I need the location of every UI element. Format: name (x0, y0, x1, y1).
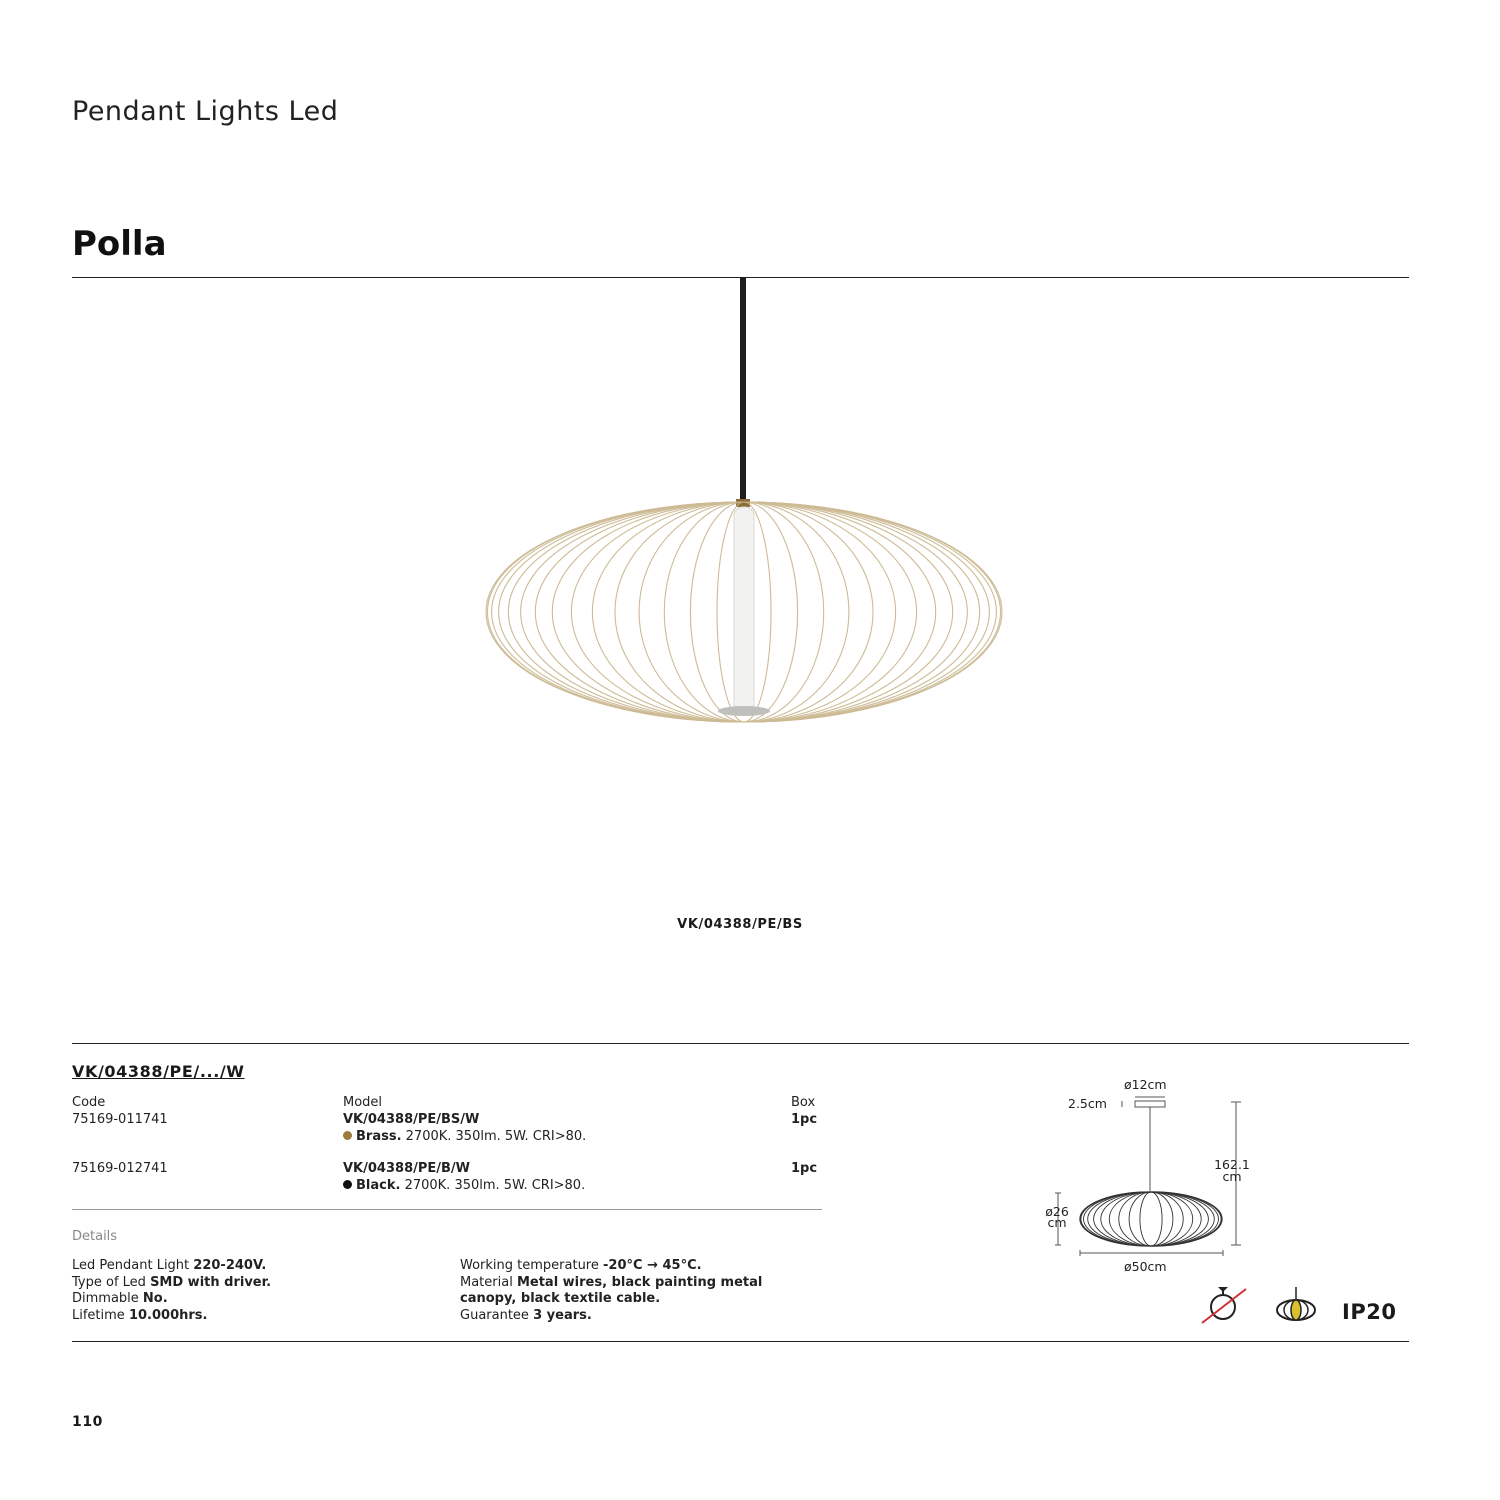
mini-cage-wire (1084, 1192, 1219, 1246)
spec-material-cont: canopy, black textile cable. (460, 1291, 661, 1306)
not-dimmable-icon (1198, 1285, 1250, 1327)
mini-cage-wire (1109, 1192, 1192, 1246)
spec-working-temperature: Working temperature -20°C → 45°C. (460, 1258, 702, 1273)
mini-cage-wire (1101, 1192, 1201, 1246)
spec-dimmable: Dimmable No. (72, 1291, 168, 1306)
table-row-1-code: 75169-011741 (72, 1112, 168, 1127)
details-left-column (72, 1258, 271, 1324)
finish-specs: 2700K. 350lm. 5W. CRI>80. (404, 1178, 586, 1193)
column-header-model: Model (343, 1095, 383, 1110)
table-row-2-finish (343, 1178, 585, 1193)
column-header-box: Box (791, 1095, 816, 1110)
mini-cage-wire (1094, 1192, 1209, 1246)
table-row-2-code: 75169-012741 (72, 1161, 168, 1176)
product-title: Polla (72, 224, 167, 264)
finish-name: Brass. (356, 1129, 402, 1144)
family-code: VK/04388/PE/.../W (72, 1062, 245, 1081)
spec-lifetime: Lifetime 10.000hrs. (72, 1307, 208, 1323)
shade-outline (1080, 1192, 1222, 1246)
finish-swatch-brass (343, 1131, 352, 1140)
table-row-2-box: 1pc (791, 1161, 818, 1176)
finish-swatch-black (343, 1180, 352, 1189)
canopy-shape (1135, 1101, 1165, 1107)
spec-voltage: Led Pendant Light 220-240V. (72, 1258, 267, 1273)
ip-rating: IP20 (1342, 1300, 1397, 1324)
spec-material: Material Metal wires, black painting metal (460, 1274, 763, 1290)
spec-guarantee: Guarantee 3 years. (460, 1307, 592, 1323)
details-right-column (460, 1258, 762, 1324)
image-caption: VK/04388/PE/BS (677, 917, 803, 932)
suspension-rod (740, 277, 746, 502)
page-number: 110 (72, 1414, 104, 1430)
finish-name: Black. (356, 1178, 401, 1193)
category-title: Pendant Lights Led (72, 96, 339, 127)
product-image (470, 277, 1020, 757)
table-row-1-box: 1pc (791, 1112, 818, 1127)
table-bottom-divider (72, 1341, 1409, 1342)
details-divider (72, 1209, 822, 1210)
column-header-code: Code (72, 1095, 106, 1110)
dim-total-height: 162.1 cm (1214, 1157, 1250, 1184)
table-top-divider (72, 1043, 1409, 1044)
globe-lamp-icon (1274, 1287, 1318, 1327)
dim-shade-height: ø26 cm (1045, 1204, 1069, 1230)
mini-cage-wire (1140, 1192, 1162, 1246)
light-tube (734, 507, 754, 715)
finish-specs: 2700K. 350lm. 5W. CRI>80. (405, 1129, 587, 1144)
dim-shade-diameter: ø50cm (1124, 1259, 1167, 1274)
bottom-ring (718, 706, 770, 716)
table-row-1-model: VK/04388/PE/BS/W (343, 1112, 480, 1127)
table-row-1-finish (343, 1129, 586, 1144)
mini-cage-wire (1088, 1192, 1215, 1246)
mini-cage-wire (1119, 1192, 1183, 1246)
details-heading: Details (72, 1229, 118, 1244)
mini-cage-wire (1129, 1192, 1173, 1246)
dim-canopy-height: 2.5cm (1068, 1096, 1107, 1111)
table-row-2-model: VK/04388/PE/B/W (343, 1161, 471, 1176)
spec-led-type: Type of Led SMD with driver. (72, 1274, 272, 1290)
dim-canopy-diameter: ø12cm (1124, 1077, 1167, 1092)
